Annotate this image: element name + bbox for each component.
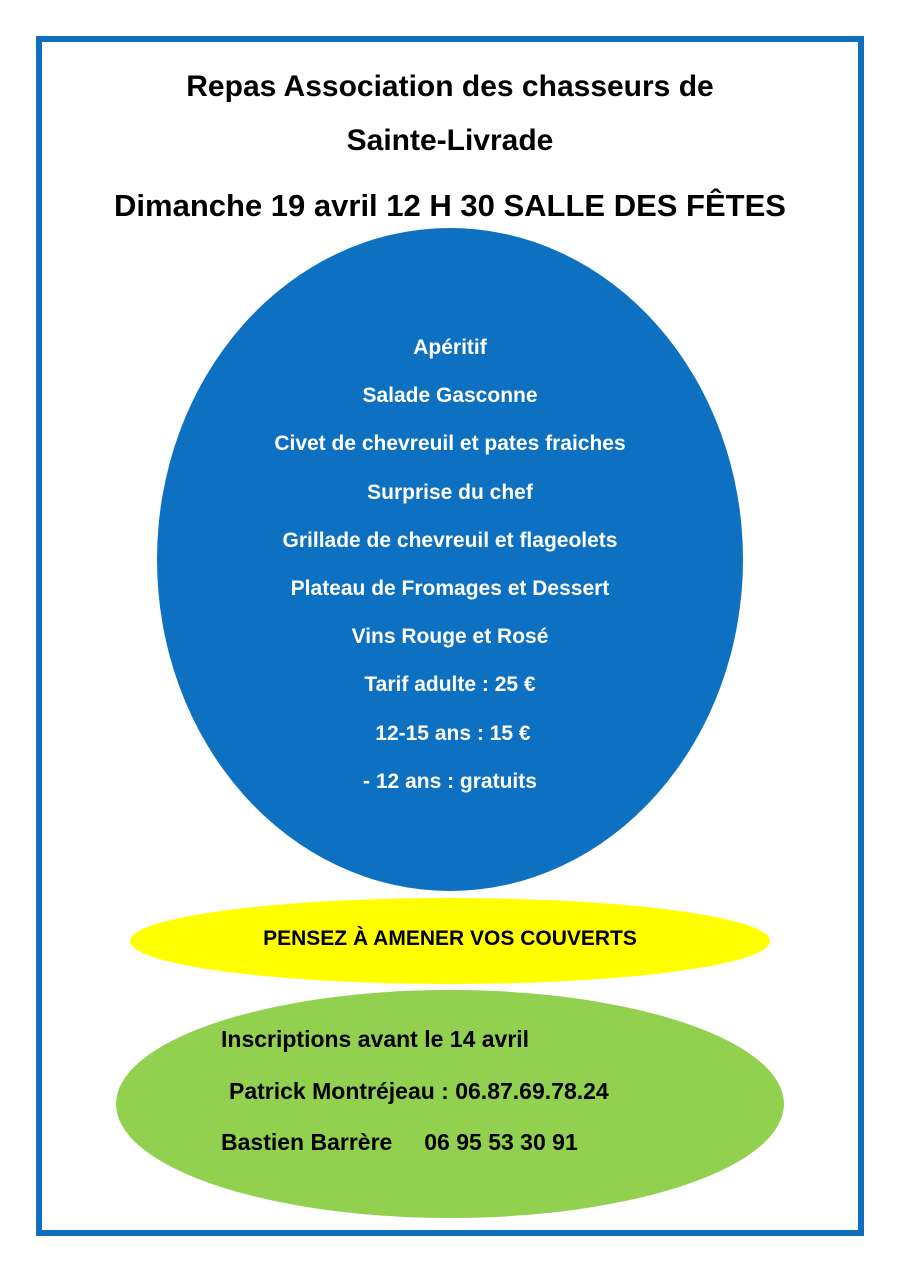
menu-item-salade: Salade Gasconne (362, 384, 538, 408)
menu-list (157, 330, 743, 812)
price-child: - 12 ans : gratuits (363, 769, 537, 793)
menu-item-vins: Vins Rouge et Rosé (351, 625, 549, 649)
price-adult: Tarif adulte : 25 € (364, 673, 536, 697)
menu-item-surprise: Surprise du chef (367, 480, 533, 504)
contact-person-2: Bastien Barrère 06 95 53 30 91 (221, 1129, 578, 1155)
price-teen: 12-15 ans : 15 € (369, 721, 531, 745)
event-title-line2: Sainte-Livrade (346, 124, 554, 157)
event-date-location: Dimanche 19 avril 12 H 30 SALLE DES FÊTES (114, 188, 786, 223)
reminder-text: PENSEZ À AMENER VOS COUVERTS (263, 927, 637, 950)
registration-deadline: Inscriptions avant le 14 avril (221, 1026, 530, 1052)
menu-item-civet: Civet de chevreuil et pates fraiches (274, 432, 626, 456)
menu-item-fromages-dessert: Plateau de Fromages et Dessert (290, 576, 610, 600)
menu-item-grillade: Grillade de chevreuil et flageolets (282, 528, 618, 552)
menu-item-aperitif: Apéritif (413, 336, 487, 359)
event-title-line1: Repas Association des chasseurs de (186, 70, 714, 103)
contact-person-1: Patrick Montréjeau : 06.87.69.78.24 (229, 1078, 609, 1104)
